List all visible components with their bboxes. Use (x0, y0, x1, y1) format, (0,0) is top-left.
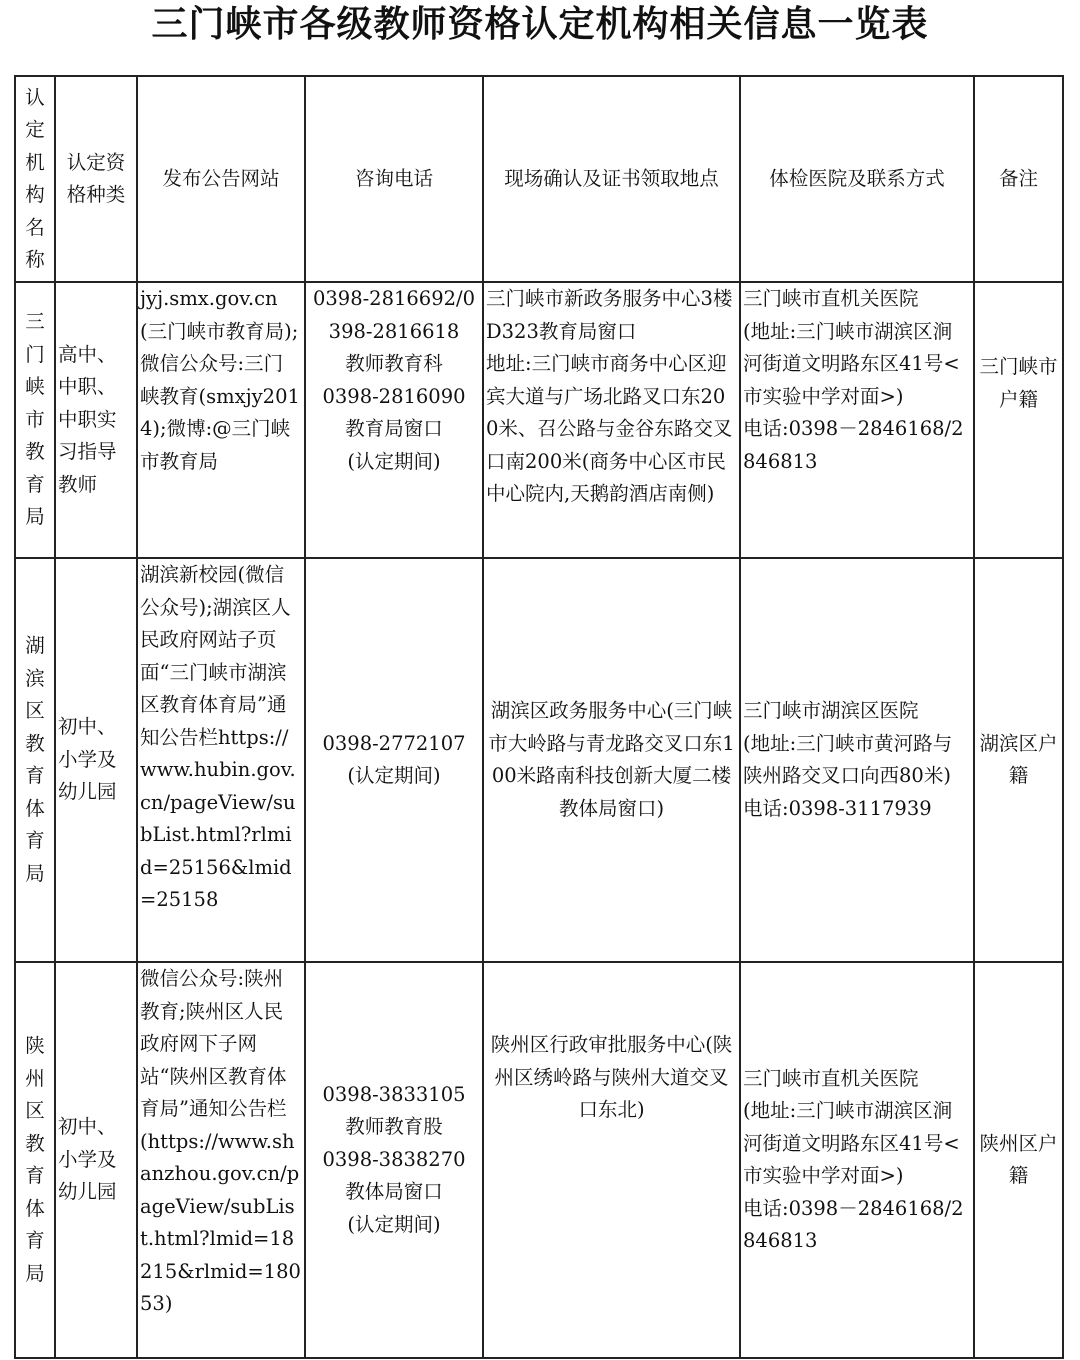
location-cell: 陕州区行政审批服务中心(陕州区绣岭路与陕州大道交叉口东北) (483, 962, 740, 1358)
org-cell: 湖滨区教育体育局 (15, 558, 55, 962)
note-cell: 湖滨区户籍 (974, 558, 1063, 962)
page-title: 三门峡市各级教师资格认定机构相关信息一览表 (151, 3, 929, 45)
table-row (15, 282, 1063, 558)
header-org: 认定机构名称 (15, 76, 55, 282)
phone-cell: 0398-2816692/0398-2816618 教师教育科 0398-2816090 教育局窗口 (认定期间) (305, 282, 483, 558)
location-cell: 湖滨区政务服务中心(三门峡市大岭路与青龙路交叉口东100米路南科技创新大厦二楼教体局窗口) (483, 558, 740, 962)
type-cell: 高中、中职、中职实习指导教师 (55, 282, 137, 558)
phone-cell: 0398-3833105 教师教育股 0398-3838270 教体局窗口 (认定期间) (305, 962, 483, 1358)
hospital-cell: 三门峡市直机关医院 (地址:三门峡市湖滨区涧河街道文明路东区41号<市实验中学对面>) 电话:0398－2846168/2846813 (740, 962, 974, 1358)
teacher-certification-table (14, 75, 1064, 1359)
website-cell: 湖滨新校园(微信公众号);湖滨区人民政府网站子页面“三门峡市湖滨区教育体育局”通知公告栏https://www.hubin.gov.cn/pageView/subList.html?rlmid=25156&lmid=25158 (137, 558, 305, 962)
org-cell: 陕州区教育体育局 (15, 962, 55, 1358)
header-type: 认定资格种类 (55, 76, 137, 282)
header-phone: 咨询电话 (305, 76, 483, 282)
hospital-cell: 三门峡市湖滨区医院 (地址:三门峡市黄河路与陕州路交叉口向西80米) 电话:0398-3117939 (740, 558, 974, 962)
website-cell: 微信公众号:陕州教育;陕州区人民政府网下子网站“陕州区教育体育局”通知公告栏(https://www.shanzhou.gov.cn/pageView/subList.html?lmid=18215&rlmid=18053) (137, 962, 305, 1358)
type-cell: 初中、小学及幼儿园 (55, 558, 137, 962)
type-cell: 初中、小学及幼儿园 (55, 962, 137, 1358)
note-cell: 陕州区户籍 (974, 962, 1063, 1358)
location-cell: 三门峡市新政务服务中心3楼D323教育局窗口 地址:三门峡市商务中心区迎宾大道与广场北路叉口东200米、召公路与金谷东路交叉口南200米(商务中心区市民中心院内,天鹅韵酒店南侧) (483, 282, 740, 558)
hospital-cell: 三门峡市直机关医院 (地址:三门峡市湖滨区涧河街道文明路东区41号<市实验中学对面>) 电话:0398－2846168/2846813 (740, 282, 974, 558)
org-cell: 三门峡市教育局 (15, 282, 55, 558)
table-row (15, 558, 1063, 962)
website-cell: jyj.smx.gov.cn(三门峡市教育局);微信公众号:三门峡教育(smxjy2014);微博:@三门峡市教育局 (137, 282, 305, 558)
table-row (15, 962, 1063, 1358)
header-note: 备注 (974, 76, 1063, 282)
note-cell: 三门峡市户籍 (974, 282, 1063, 558)
header-hospital: 体检医院及联系方式 (740, 76, 974, 282)
header-location: 现场确认及证书领取地点 (483, 76, 740, 282)
phone-cell: 0398-2772107 (认定期间) (305, 558, 483, 962)
header-row (15, 76, 1063, 282)
header-website: 发布公告网站 (137, 76, 305, 282)
